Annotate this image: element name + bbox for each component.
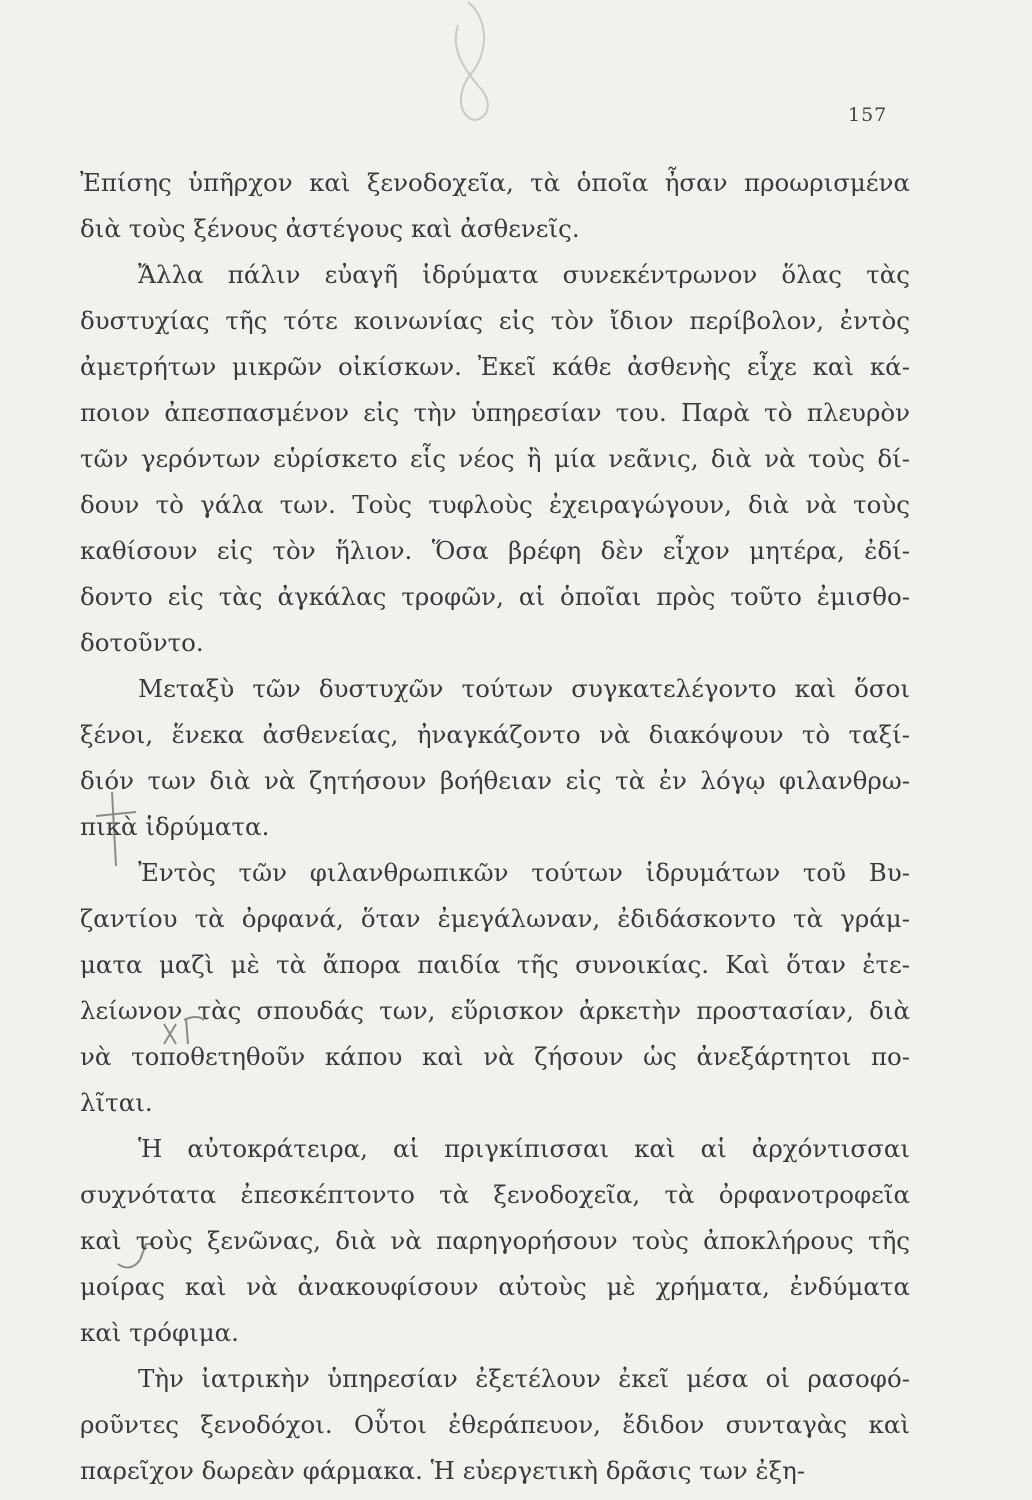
paragraph xyxy=(80,850,910,1126)
text-line: Ἐπίσης ὑπῆρχον καὶ ξενοδοχεῖα, τὰ ὁποῖα ἦσαν προωρισμένα xyxy=(80,168,910,197)
text-line: δοντο εἰς τὰς ἀγκάλας τροφῶν, αἱ ὁποῖαι πρὸς τοῦτο ἐμισθο- xyxy=(80,582,910,611)
text-line: Ἄλλα πάλιν εὐαγῆ ἱδρύματα συνεκέντρωνον ὅλας τὰς xyxy=(138,260,910,289)
text-line: παρεῖχον δωρεὰν φάρμακα. Ἡ εὐεργετικὴ δρᾶσις των ἐξη- xyxy=(80,1456,806,1485)
text-line: τῶν γερόντων εὑρίσκετο εἷς νέος ἢ μία νεᾶνις, διὰ νὰ τοὺς δί- xyxy=(80,444,910,473)
paragraph xyxy=(80,666,910,850)
text-line: ξένοι, ἕνεκα ἀσθενείας, ἠναγκάζοντο νὰ διακόψουν τὸ ταξί- xyxy=(80,720,910,749)
text-line: συχνότατα ἐπεσκέπτοντο τὰ ξενοδοχεῖα, τὰ ὀρφανοτροφεῖα xyxy=(80,1180,910,1209)
text-line: ροῦντες ξενοδόχοι. Οὗτοι ἐθεράπευον, ἔδιδον συνταγὰς καὶ xyxy=(80,1410,910,1439)
page-number: 157 xyxy=(848,104,888,126)
text-line: λῖται. xyxy=(80,1088,153,1117)
text-line: Ἐντὸς τῶν φιλανθρωπικῶν τούτων ἱδρυμάτων τοῦ Βυ- xyxy=(138,858,910,887)
paragraph xyxy=(80,1356,910,1494)
text-line: μοίρας καὶ νὰ ἀνακουφίσουν αὐτοὺς μὲ χρήματα, ἐνδύματα xyxy=(80,1272,910,1301)
paragraph xyxy=(80,252,910,666)
text-line: καθίσουν εἰς τὸν ἥλιον. Ὅσα βρέφη δὲν εἶχον μητέρα, ἐδί- xyxy=(80,536,910,565)
text-line: Ἡ αὐτοκράτειρα, αἱ πριγκίπισσαι καὶ αἱ ἀρχόντισσαι xyxy=(138,1134,910,1163)
text-line: νὰ τοποθετηθοῦν κάπου καὶ νὰ ζήσουν ὡς ἀνεξάρτητοι πο- xyxy=(80,1042,910,1071)
text-line: λείωνον τὰς σπουδάς των, εὕρισκον ἀρκετὴν προστασίαν, διὰ xyxy=(80,996,910,1025)
text-line: Τὴν ἰατρικὴν ὑπηρεσίαν ἐξετέλουν ἐκεῖ μέσα οἱ ρασοφό- xyxy=(138,1364,910,1393)
text-line: διόν των διὰ νὰ ζητήσουν βοήθειαν εἰς τὰ ἐν λόγῳ φιλανθρω- xyxy=(80,766,910,795)
text-line: ποιον ἀπεσπασμένον εἰς τὴν ὑπηρεσίαν του. Παρὰ τὸ πλευρὸν xyxy=(80,398,910,427)
text-line: δυστυχίας τῆς τότε κοινωνίας εἰς τὸν ἴδιον περίβολον, ἐντὸς xyxy=(80,306,910,335)
text-line: δοτοῦντο. xyxy=(80,628,204,657)
text-line: ματα μαζὶ μὲ τὰ ἄπορα παιδία τῆς συνοικίας. Καὶ ὅταν ἐτε- xyxy=(80,950,910,979)
text-line: καὶ τοὺς ξενῶνας, διὰ νὰ παρηγορήσουν τοὺς ἀποκλήρους τῆς xyxy=(80,1226,910,1255)
paragraph xyxy=(80,1126,910,1356)
body-text xyxy=(80,160,910,1494)
text-line: ἀμετρήτων μικρῶν οἰκίσκων. Ἐκεῖ κάθε ἀσθενὴς εἶχε καὶ κά- xyxy=(80,352,910,381)
text-line: Μεταξὺ τῶν δυστυχῶν τούτων συγκατελέγοντο καὶ ὅσοι xyxy=(138,674,910,703)
pencil-scribble-top xyxy=(430,0,510,130)
text-line: καὶ τρόφιμα. xyxy=(80,1318,239,1347)
paragraph xyxy=(80,160,910,252)
text-line: πικὰ ἱδρύματα. xyxy=(80,812,270,841)
text-line: διὰ τοὺς ξένους ἀστέγους καὶ ἀσθενεῖς. xyxy=(80,214,580,243)
text-line: ζαντίου τὰ ὀρφανά, ὅταν ἐμεγάλωναν, ἐδιδάσκοντο τὰ γράμ- xyxy=(80,904,910,933)
text-line: δουν τὸ γάλα των. Τοὺς τυφλοὺς ἐχειραγώγουν, διὰ νὰ τοὺς xyxy=(80,490,910,519)
